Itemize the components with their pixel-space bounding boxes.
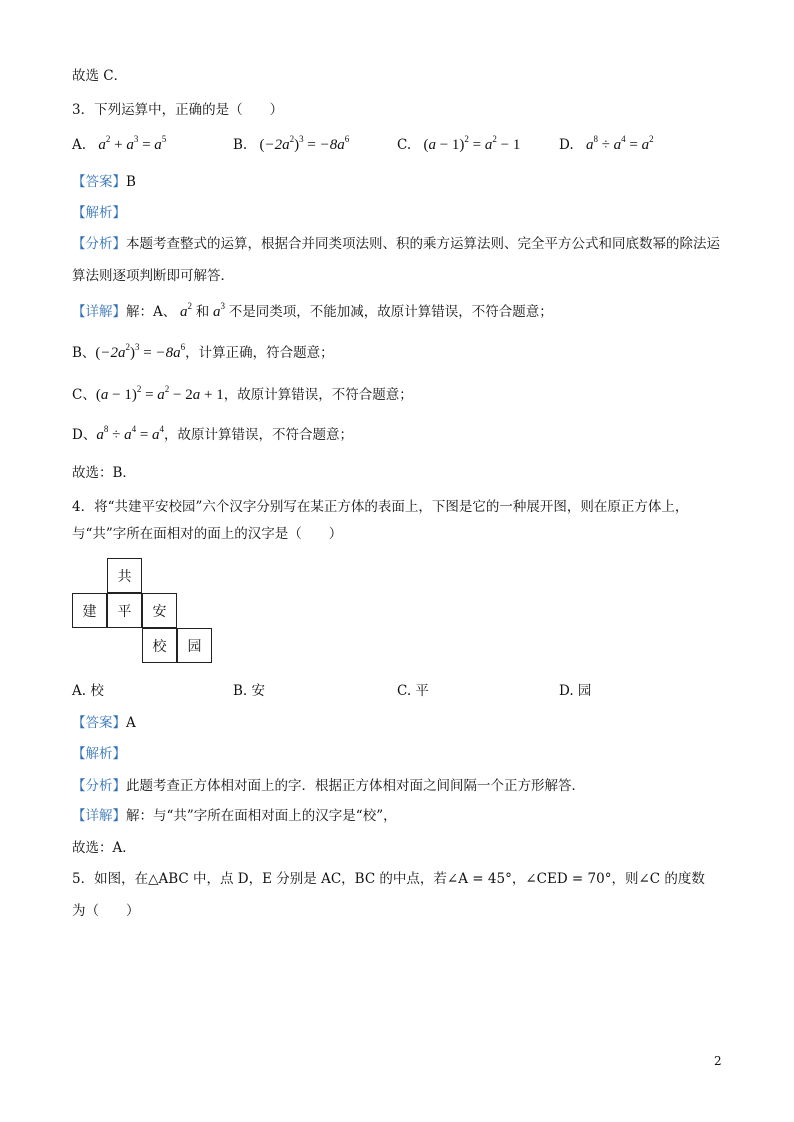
option-label: D. [559, 137, 574, 153]
question-3-stem: 3．下列运算中，正确的是（ ） [72, 102, 284, 118]
q4-analysis-tag: 【解析】 [72, 746, 126, 762]
detail-text: ，计算正确，符合题意； [185, 345, 334, 361]
question-5-stem-line-1: 5．如图，在△ABC 中，点 D，E 分别是 AC，BC 的中点，若∠A = 45°，∠CED = 70°，则∠C 的度数 [72, 871, 705, 887]
answer-tag: 【答案】 [72, 174, 126, 190]
q4-fenxi [72, 776, 585, 796]
question-5-stem-line-2: 为（ ） [72, 903, 140, 919]
q3-analysis-tag: 【解析】 [72, 205, 126, 221]
question-4-stem-line-1: 4．将“共建平安校园”六个汉字分别写在某正方体的表面上，下图是它的一种展开图，则在原正方体上， [72, 499, 689, 515]
q4-answer [72, 713, 136, 733]
detail-text: B、 [72, 345, 96, 361]
question-4-stem-line-2: 与“共”字所在面相对的面上的汉字是（ ） [72, 526, 343, 542]
q3-option-b: B. $(-2a^2)^3 = -8a^6$ [233, 134, 350, 153]
page-number: 2 [714, 1054, 722, 1068]
net-cell-yuan: 园 [177, 628, 212, 663]
q3-option-c: C. $(a - 1)^2 = a^2 - 1$ [397, 134, 521, 153]
q3-detail-b: B、$(-2a^2)^3 = -8a^6$，计算正确，符合题意； [72, 342, 334, 361]
answer-tag: 【答案】 [72, 715, 126, 731]
q4-option-b: B. 安 [233, 683, 266, 699]
cube-net-diagram [72, 558, 214, 664]
detail-text: D、 [72, 427, 97, 443]
option-label: C. [397, 137, 412, 153]
fenxi-tag: 【分析】 [72, 236, 126, 252]
q4-option-d: D. 园 [559, 683, 592, 699]
fenxi-text: 本题考查整式的运算，根据合并同类项法则、积的乘方运算法则、完全平方公式和同底数幂的除法运算法则逐项判断即可解答． [72, 236, 720, 284]
option-label: B. [233, 137, 248, 153]
text-line: 故选 C． [72, 68, 128, 84]
q3-detail-c: C、$(a - 1)^2 = a^2 - 2a + 1$，故原计算错误，不符合题意； [72, 384, 413, 403]
detail-tag: 【详解】 [72, 808, 126, 824]
net-cell-jian: 建 [72, 593, 107, 628]
q3-fenxi [72, 228, 722, 292]
q4-detail [72, 806, 397, 826]
detail-text: 解：与“共”字所在面相对面上的汉字是“校”， [126, 808, 397, 824]
net-cell-xiao: 校 [142, 628, 177, 663]
fenxi-tag: 【分析】 [72, 778, 126, 794]
answer-value: B [126, 174, 136, 190]
detail-text: C、 [72, 387, 96, 403]
q4-conclusion: 故选：A． [72, 840, 136, 856]
net-cell-an: 安 [142, 593, 177, 628]
net-cell-ping: 平 [107, 593, 142, 628]
q3-answer [72, 172, 136, 192]
detail-text: 解：A、 [126, 304, 177, 320]
q4-option-c: C. 平 [397, 683, 429, 699]
fenxi-text: 此题考查正方体相对面上的字．根据正方体相对面之间间隔一个正方形解答． [126, 778, 585, 794]
detail-text: ，故原计算错误，不符合题意； [223, 387, 413, 403]
q3-option-d: D. $a^8 \div a^4 = a^2$ [559, 134, 654, 153]
detail-text: 和 [195, 304, 210, 320]
q3-option-a: A. $a^2 + a^3 = a^5$ [72, 134, 167, 153]
answer-value: A [126, 715, 136, 731]
detail-text: ，故原计算错误，不符合题意； [164, 427, 354, 443]
option-label: A. [72, 137, 87, 153]
net-cell-gong: 共 [107, 558, 142, 593]
q4-option-a: A. 校 [72, 683, 104, 699]
q3-detail-d: D、$a^8 \div a^4 = a^4$，故原计算错误，不符合题意； [72, 424, 354, 443]
q3-detail-a: 【详解】解：A、 $a^2$ 和 $a^3$ 不是同类项，不能加减，故原计算错误，不符合题意； [72, 301, 553, 320]
detail-text: 不是同类项，不能加减，故原计算错误，不符合题意； [228, 304, 553, 320]
q3-conclusion: 故选：B． [72, 465, 136, 481]
detail-tag: 【详解】 [72, 304, 126, 320]
